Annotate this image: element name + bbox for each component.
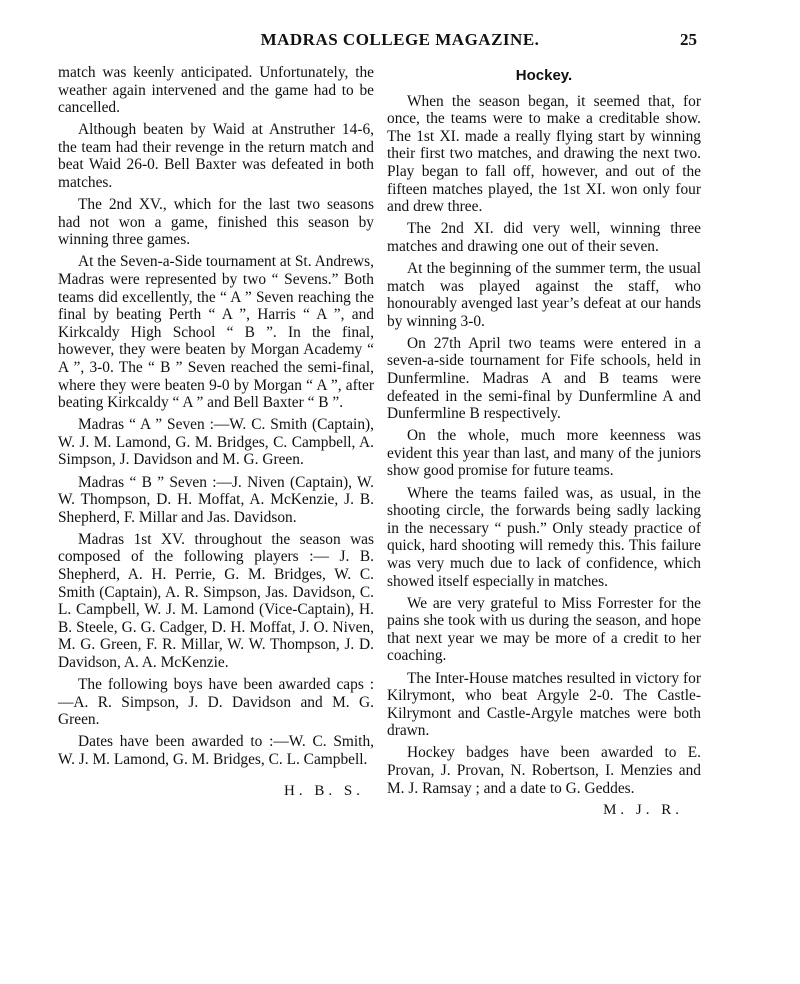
paragraph: Madras “ A ” Seven :—W. C. Smith (Captain), W. J. M. Lamond, G. M. Bridges, C. Campbell, A. Simpson, J. Davidson and M. G. Green.: [58, 416, 374, 469]
author-signature: M. J. R.: [603, 801, 683, 818]
paragraph: At the Seven-a-Side tournament at St. Andrews, Madras were represented by two “ Sevens.” Both teams did excellently, the “ A ” Seven reaching the final by beating Perth “ A ”, Harris “ A ”, and Kirkcaldy High School “ B ”. In the final, however, they were beaten by Morgan Academy “ A ”, 3-0. The “ B ” Seven reached the semi-final, where they were beaten 9-0 by Morgan “ A ”, after beating Kirkcaldy “ A ” and Bell Baxter “ B ”.: [58, 253, 374, 412]
paragraph: When the season began, it seemed that, for once, the teams were to make a creditable show. The 1st XI. made a really flying start by winning their first two matches, and drawing the next two. Play began to fall off, however, and out of the fifteen matches played, the 1st XI. won only four and drew three.: [387, 92, 701, 216]
paragraph: Madras “ B ” Seven :—J. Niven (Captain), W. W. Thompson, D. H. Moffat, A. McKenzie, J. B. Shepherd, F. Millar and Jas. Davidson.: [58, 473, 374, 526]
paragraph: On the whole, much more keenness was evident this year than last, and many of the juniors show good promise for future teams.: [387, 427, 701, 480]
paragraph: The 2nd XV., which for the last two seasons had not won a game, finished this season by winning three games.: [58, 196, 374, 249]
right-column: [387, 64, 701, 819]
page-number: 25: [680, 30, 697, 49]
section-heading: Hockey.: [515, 67, 573, 84]
paragraph: The Inter-House matches resulted in victory for Kilrymont, who beat Argyle 2-0. The Castle-Kilrymont and Castle-Argyle matches were both drawn.: [387, 669, 701, 740]
page-header: [0, 30, 800, 54]
paragraph: On 27th April two teams were entered in a seven-a-side tournament for Fife schools, held in Dunfermline. Madras A and B teams were defeated in the semi-final by Dunfermline A and Dunfermline B respectively.: [387, 334, 701, 423]
paragraph: Although beaten by Waid at Anstruther 14-6, the team had their revenge in the return match and beat Waid 26-0. Bell Baxter was defeated in both matches.: [58, 121, 374, 192]
left-column: [58, 64, 374, 800]
paragraph: We are very grateful to Miss Forrester for the pains she took with us during the season, and hope that next year we may be more of a credit to her coaching.: [387, 594, 701, 665]
paragraph: At the beginning of the summer term, the usual match was played against the staff, who honourably avenged last year’s defeat at our hands by winning 3-0.: [387, 259, 701, 330]
paragraph: The following boys have been awarded caps :—A. R. Simpson, J. D. Davidson and M. G. Green.: [58, 676, 374, 729]
running-title: MADRAS COLLEGE MAGAZINE.: [260, 30, 540, 49]
paragraph: Where the teams failed was, as usual, in the shooting circle, the forwards being sadly lacking in the necessary “ push.” Only steady practice of quick, hard shooting will remedy this. This failure was very much due to lack of confidence, which showed itself especially in matches.: [387, 484, 701, 590]
paragraph: Madras 1st XV. throughout the season was composed of the following players :— J. B. Shepherd, A. H. Perrie, G. M. Bridges, W. C. Smith (Captain), A. R. Simpson, Jas. Davidson, C. L. Campbell, W. J. M. Lamond (Vice-Captain), H. B. Steele, G. G. Cadger, D. H. Moffat, J. O. Niven, M. G. Green, F. R. Millar, W. W. Thompson, J. D. Davidson, A. A. McKenzie.: [58, 530, 374, 671]
paragraph: match was keenly anticipated. Unfortunately, the weather again intervened and the game had to be cancelled.: [58, 64, 374, 117]
author-signature: H. B. S.: [284, 782, 364, 799]
paragraph: The 2nd XI. did very well, winning three matches and drawing one out of their seven.: [387, 220, 701, 255]
paragraph: Hockey badges have been awarded to E. Provan, J. Provan, N. Robertson, I. Menzies and M. J. Ramsay ; and a date to G. Geddes.: [387, 744, 701, 797]
paragraph: Dates have been awarded to :—W. C. Smith, W. J. M. Lamond, G. M. Bridges, C. L. Campbell.: [58, 733, 374, 768]
